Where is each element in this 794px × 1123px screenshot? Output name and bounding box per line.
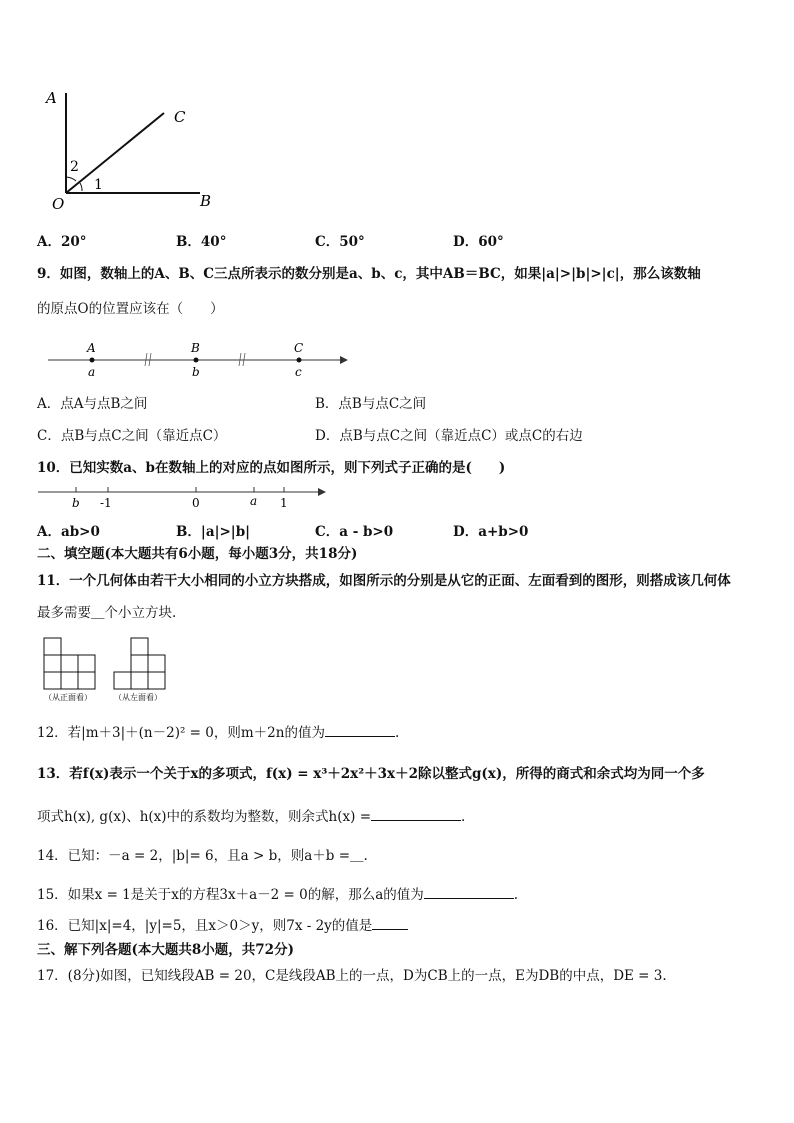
q16-answer-blank[interactable] (372, 915, 408, 930)
front-view (44, 638, 95, 689)
q9-axis-C: C (294, 341, 304, 355)
q11-views-figure (40, 636, 180, 702)
q9-number-line (44, 336, 354, 380)
q9-stem-line2: 的原点O的位置应该在（ ） (37, 301, 224, 317)
label-B: B (200, 192, 212, 210)
q9-axis-b: b (192, 365, 200, 379)
q10-option-b: B．|a|>|b| (176, 524, 251, 540)
q10-option-c: C．a - b>0 (315, 524, 394, 540)
q14-stem: 14．已知：－a = 2，|b|= 6，且a > b，则a＋b =＿. (37, 848, 368, 864)
q16-stem (37, 915, 408, 935)
q10-option-a: A．ab>0 (37, 524, 100, 540)
q9-option-a: A．点A与点B之间 (37, 396, 148, 412)
q12-stem: 12．若|m＋3|＋(n－2)² = 0，则m＋2n的值为 . (37, 722, 399, 742)
label-O: O (52, 195, 65, 213)
section-2-heading: 二、填空题(本大题共有6小题，每小题3分，共18分) (37, 546, 358, 562)
q15-stem: 15．如果x = 1是关于x的方程3x＋a－2 = 0的解，那么a的值为 . (37, 884, 518, 904)
q9-option-b: B．点B与点C之间 (315, 396, 427, 412)
q10-option-d: D．a+b>0 (453, 524, 529, 540)
q13-answer-blank[interactable] (371, 806, 461, 821)
q8-option-b: B．40° (176, 234, 227, 250)
q13-stem-line1: 13．若f(x)表示一个关于x的多项式，f(x) = x³＋2x²＋3x＋2除以整式g(x)，所得的商式和余式均为同一个多 (37, 766, 705, 782)
q9-axis-c: c (295, 365, 302, 379)
q13-text: 项式h(x), g(x)、h(x)中的系数均为整数，则余式h(x) = (37, 809, 371, 825)
q16-text: 16．已知|x|=4，|y|=5，且x＞0＞y，则7x - 2y的值是 (37, 918, 373, 934)
label-A: A (46, 89, 57, 107)
q10-axis-a: a (250, 494, 258, 508)
q9-option-c: C．点B与点C之间（靠近点C） (37, 428, 227, 444)
q9-axis-a: a (88, 365, 96, 379)
q15-answer-blank[interactable] (424, 884, 514, 899)
q13-stem-line2: 项式h(x), g(x)、h(x)中的系数均为整数，则余式h(x) = . (37, 806, 465, 826)
q9-option-d: D．点B与点C之间（靠近点C）或点C的右边 (315, 428, 583, 444)
left-view (114, 638, 165, 689)
angle-2-label: 2 (70, 159, 79, 175)
q9-axis-A: A (87, 341, 96, 355)
q11-stem-line1: 11．一个几何体由若干大小相同的小立方块搭成，如图所示的分别是从它的正面、左面看到的图形，则搭成该几何体 (37, 573, 731, 589)
q10-axis-minus1: -1 (100, 496, 112, 510)
q9-axis-B: B (191, 341, 200, 355)
q9-stem-line1: 9．如图，数轴上的A、B、C三点所表示的数分别是a、b、c，其中AB＝BC，如果|a|>|b|>|c|，那么该数轴 (37, 266, 701, 282)
q10-stem: 10．已知实数a、b在数轴上的对应的点如图所示，则下列式子正确的是( ) (37, 460, 506, 476)
q10-axis-b: b (72, 496, 80, 510)
q12-answer-blank[interactable] (325, 722, 395, 737)
q15-text: 15．如果x = 1是关于x的方程3x＋a－2 = 0的解，那么a的值为 (37, 887, 424, 903)
q8-option-a: A．20° (37, 234, 87, 250)
q10-axis-one: 1 (280, 496, 288, 510)
q8-option-c: C．50° (315, 234, 365, 250)
q10-number-line (34, 480, 334, 512)
q12-text: 12．若|m＋3|＋(n－2)² = 0，则m＋2n的值为 (37, 725, 325, 741)
q17-stem: 17．(8分)如图，已知线段AB = 20，C是线段AB上的一点，D为CB上的一点，E为DB的中点，DE = 3. (37, 968, 667, 984)
angle-figure (40, 85, 230, 215)
caption-front-view: （从正面看） (44, 693, 92, 702)
q11-stem-line2: 最多需要＿个小立方块. (37, 605, 177, 621)
angle-1-label: 1 (94, 177, 103, 193)
caption-left-view: （从左面看） (114, 693, 162, 702)
label-C: C (174, 108, 186, 126)
section-3-heading: 三、解下列各题(本大题共8小题，共72分) (37, 942, 294, 958)
q10-axis-zero: 0 (192, 496, 200, 510)
q8-option-d: D．60° (453, 234, 504, 250)
